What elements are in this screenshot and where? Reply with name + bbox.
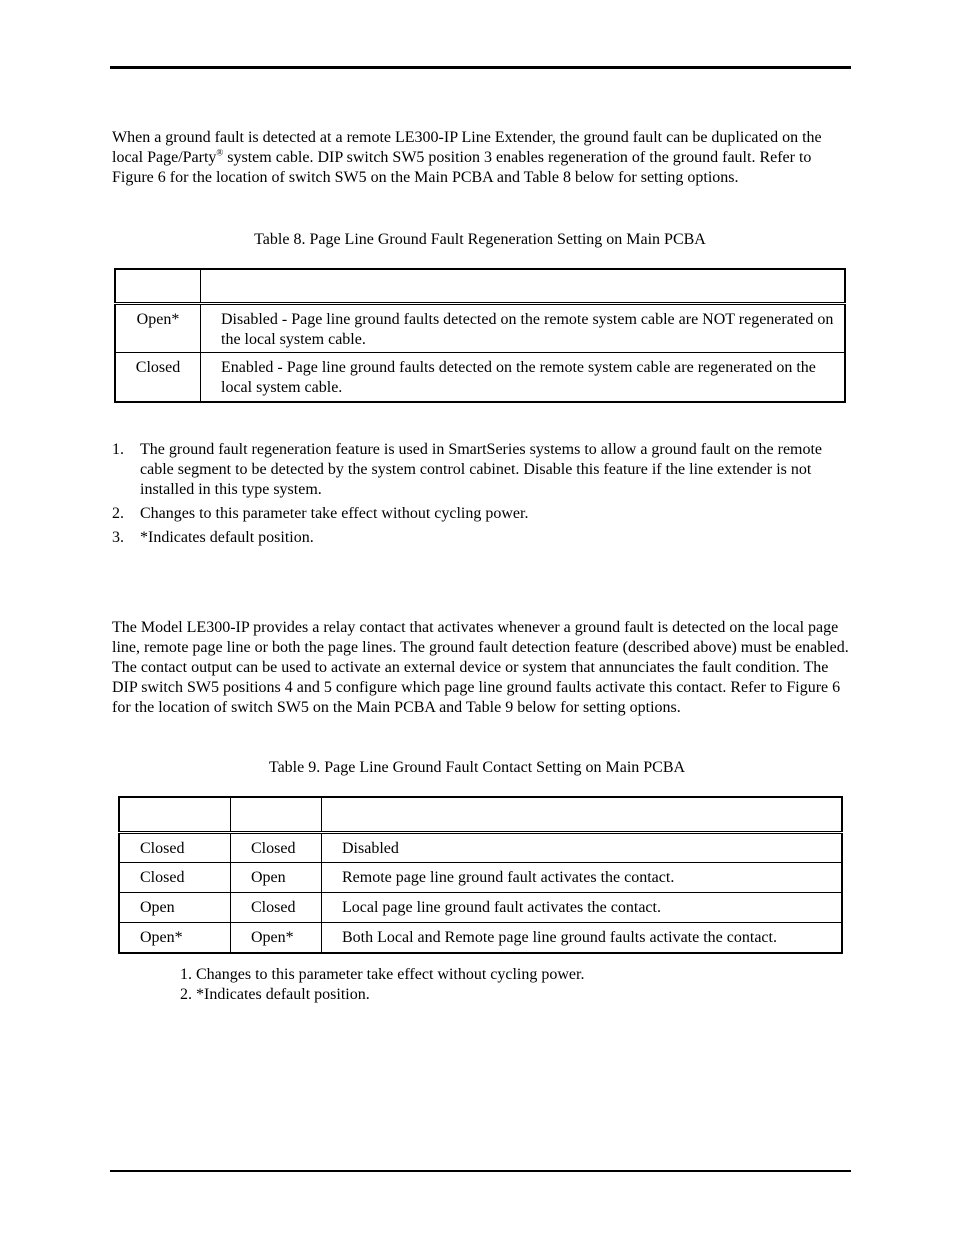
table-row xyxy=(119,893,842,923)
table9 xyxy=(118,796,843,954)
table-header-row xyxy=(115,269,845,304)
table9-notes xyxy=(180,965,780,1005)
table-cell: Closed xyxy=(119,833,231,863)
table-header-cell xyxy=(201,269,846,304)
table-header-row xyxy=(119,797,842,833)
list-item: 1. Changes to this parameter take effect without cycling power. xyxy=(180,966,585,983)
table-cell: Open* xyxy=(119,923,231,953)
table-cell: Closed xyxy=(115,353,201,402)
table-cell: Disabled xyxy=(322,833,843,863)
table8-caption: Table 8. Page Line Ground Fault Regeneration Setting on Main PCBA xyxy=(254,231,706,248)
footer-rule xyxy=(110,1170,851,1172)
table-cell: Closed xyxy=(119,863,231,893)
table-row xyxy=(115,304,845,353)
table-cell: Open* xyxy=(115,304,201,353)
table-header-cell xyxy=(231,797,322,833)
list-item: 1. The ground fault regeneration feature is used in SmartSeries systems to allow a ground fault on the remote cable segment to be detected by the system control cabinet. Disable this feature if the line extender is not installed in this type system. xyxy=(112,441,823,498)
table-cell: Open* xyxy=(231,923,322,953)
table-header-cell xyxy=(115,269,201,304)
table-cell: Closed xyxy=(231,893,322,923)
header-rule xyxy=(110,66,851,69)
registered-mark: ® xyxy=(216,147,224,158)
table-cell: Remote page line ground fault activates the contact. xyxy=(322,863,843,893)
list-item: 2. *Indicates default position. xyxy=(180,986,370,1003)
section2-paragraph: The Model LE300-IP provides a relay contact that activates whenever a ground fault is detected on the local page line, remote page line or both the page lines. The ground fault detection feature (described above) must be enabled. The contact output can be used to activate an external device or system that annunciates the fault condition. The DIP switch SW5 positions 4 and 5 configure which page line ground faults activate this contact. Refer to Figure 6 for the location of switch SW5 on the Main PCBA and Table 9 below for setting options. xyxy=(112,619,849,716)
table-row xyxy=(115,353,845,402)
list-item: 2. Changes to this parameter take effect without cycling power. xyxy=(112,505,529,522)
table-cell: Closed xyxy=(231,833,322,863)
table8 xyxy=(114,268,846,403)
table-row xyxy=(119,923,842,953)
table-row xyxy=(119,833,842,863)
section1-paragraph: When a ground fault is detected at a remote LE300-IP Line Extender, the ground fault can be duplicated on the local Page/Party® system cable. DIP switch SW5 position 3 enables regeneration of the ground fault. Refer to Figure 6 for the location of switch SW5 on the Main PCBA and Table 8 below for setting options. xyxy=(112,129,822,186)
table-header-cell xyxy=(119,797,231,833)
table-cell: Disabled - Page line ground faults detected on the remote system cable are NOT regenerated on the local system cable. xyxy=(201,304,846,353)
table-row xyxy=(119,863,842,893)
table-cell: Both Local and Remote page line ground faults activate the contact. xyxy=(322,923,843,953)
table-cell: Open xyxy=(231,863,322,893)
table-cell: Local page line ground fault activates the contact. xyxy=(322,893,843,923)
table-cell: Enabled - Page line ground faults detected on the remote system cable are regenerated on the local system cable. xyxy=(201,353,846,402)
table-header-cell xyxy=(322,797,843,833)
table8-notes xyxy=(112,440,832,552)
list-item: 3. *Indicates default position. xyxy=(112,529,314,546)
table9-caption: Table 9. Page Line Ground Fault Contact Setting on Main PCBA xyxy=(268,759,686,776)
table-cell: Open xyxy=(119,893,231,923)
